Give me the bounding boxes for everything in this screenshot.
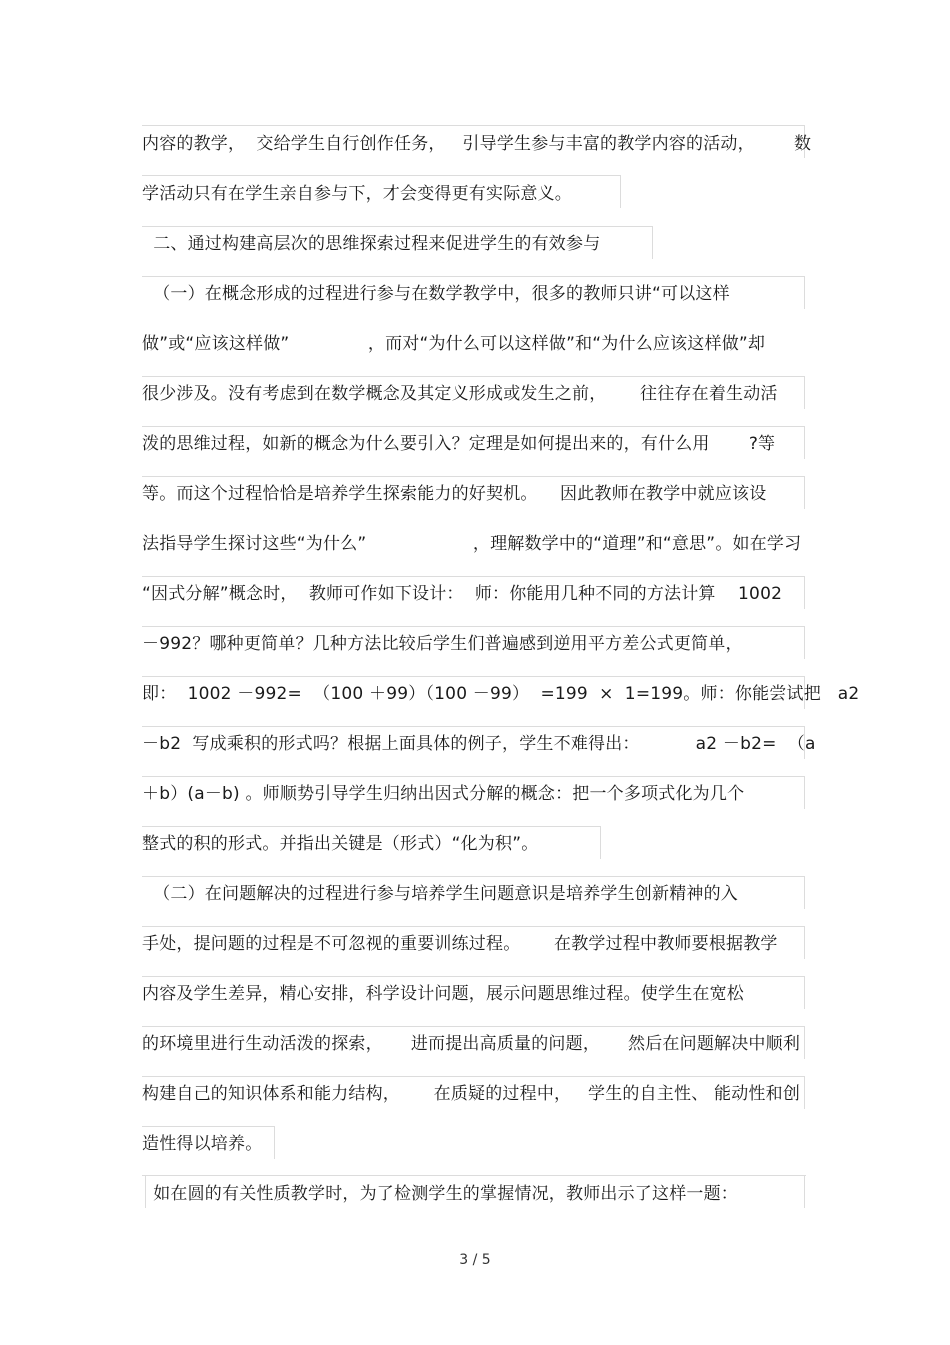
paragraph-line: 内容的教学， 交给学生自行创作任务， 引导学生参与丰富的教学内容的活动， 数 — [142, 134, 812, 154]
page-number: 3 / 5 — [459, 1252, 491, 1268]
paragraph-line: 造性得以培养。 — [142, 1134, 263, 1154]
subsection-heading: （一）在概念形成的过程进行参与在数学教学中，很多的教师只讲“可以这样 — [142, 284, 730, 304]
subsection-heading: （二）在问题解决的过程进行参与培养学生问题意识是培养学生创新精神的入 — [142, 884, 739, 904]
paragraph-line: 的环境里进行生动活泼的探索， 进而提出高质量的问题， 然后在问题解决中顺利 — [142, 1034, 801, 1054]
paragraph-line: 等。而这个过程恰恰是培养学生探索能力的好契机。 因此教师在教学中就应该设 — [142, 484, 767, 504]
paragraph-line: ＋b）(a－b) 。师顺势引导学生归纳出因式分解的概念：把一个多项式化为几个 — [142, 784, 745, 804]
paragraph-line: “因式分解”概念时， 教师可作如下设计： 师：你能用几种不同的方法计算 1002 — [142, 584, 783, 604]
section-heading: 二、通过构建高层次的思维探索过程来促进学生的有效参与 — [142, 234, 601, 254]
paragraph-line: －b2 写成乘积的形式吗？根据上面具体的例子，学生不难得出： a2 －b2= （a — [142, 734, 816, 754]
paragraph-line: 构建自己的知识体系和能力结构， 在质疑的过程中， 学生的自主性、 能动性和创 — [142, 1084, 801, 1104]
paragraph-line: 做”或“应该这样做” ，而对“为什么可以这样做”和“为什么应该这样做”却 — [142, 334, 766, 354]
paragraph-line: 泼的思维过程，如新的概念为什么要引入？定理是如何提出来的，有什么用 ?等 — [142, 434, 776, 454]
paragraph-line: 即： 1002 －992= （100 ＋99）（100 －99） =199 × 1=199。师：你能尝试把 a2 — [142, 684, 860, 704]
paragraph-line: 学活动只有在学生亲自参与下，才会变得更有实际意义。 — [142, 184, 572, 204]
paragraph-line: 很少涉及。没有考虑到在数学概念及其定义形成或发生之前， 往往存在着生动活 — [142, 384, 778, 404]
paragraph-line: 内容及学生差异，精心安排，科学设计问题，展示问题思维过程。使学生在宽松 — [142, 984, 744, 1004]
paragraph-line: 法指导学生探讨这些“为什么” ，理解数学中的“道理”和“意思”。如在学习 — [142, 534, 802, 554]
paragraph-line: 整式的积的形式。并指出关键是（形式）“化为积”。 — [142, 834, 539, 854]
paragraph-line: －992？哪种更简单？几种方法比较后学生们普遍感到逆用平方差公式更简单， — [142, 634, 743, 654]
paragraph-line: 手处，提问题的过程是不可忽视的重要训练过程。 在教学过程中教师要根据教学 — [142, 934, 778, 954]
paragraph-line: 如在圆的有关性质教学时，为了检测学生的掌握情况，教师出示了这样一题： — [142, 1184, 739, 1204]
